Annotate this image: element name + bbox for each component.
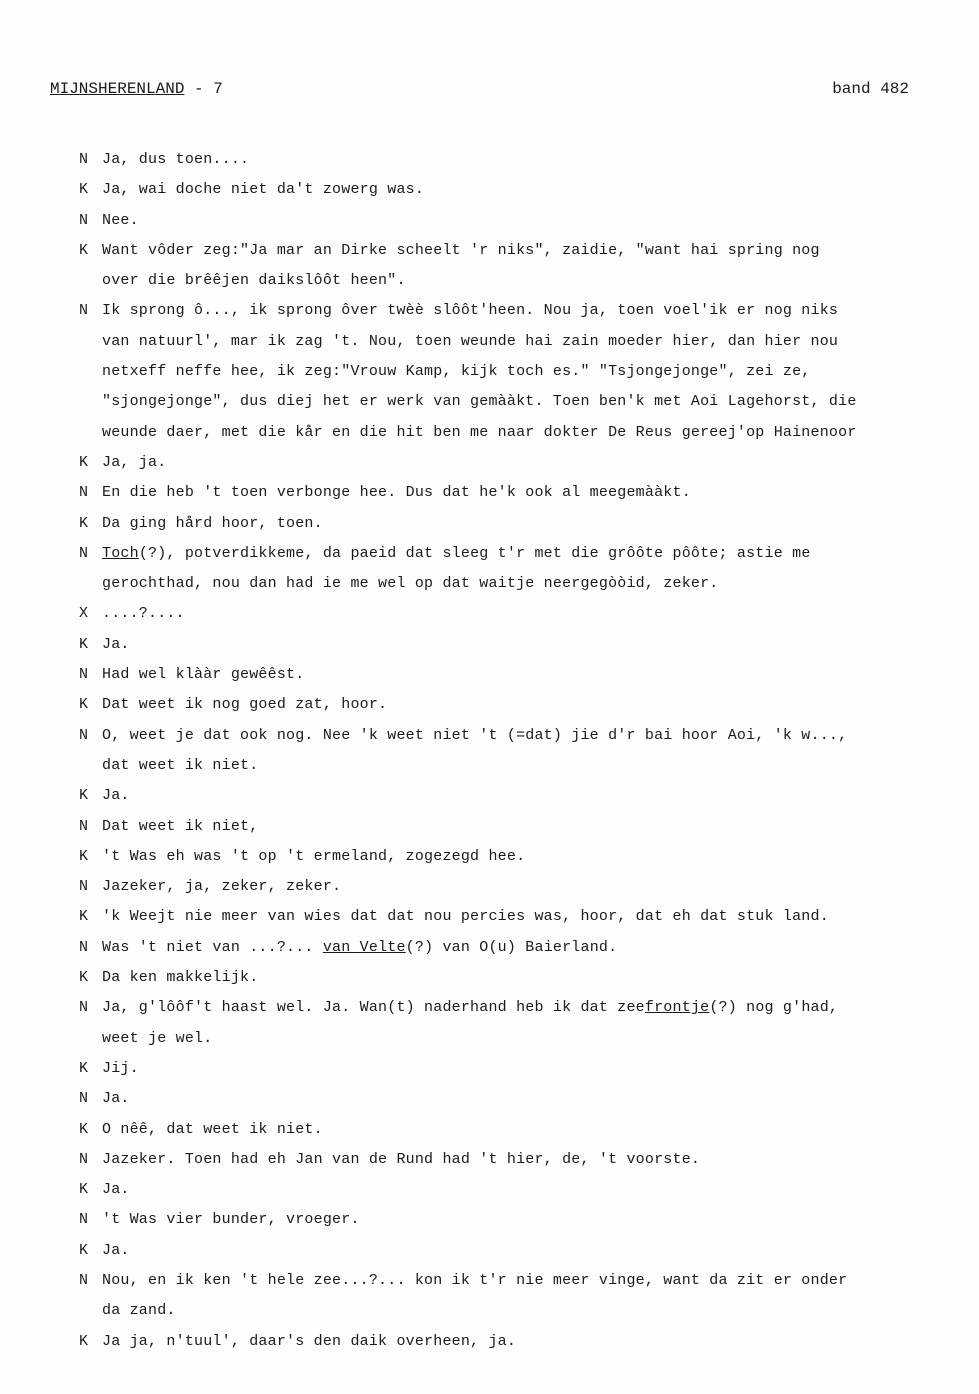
utterance-text: dat weet ik niet. bbox=[102, 756, 259, 774]
transcript-turn bbox=[0, 781, 979, 811]
utterance-text: 't Was eh was 't op 't ermeland, zogezegd hee. bbox=[102, 847, 526, 865]
utterance-line bbox=[102, 509, 972, 539]
transcript-turn bbox=[0, 478, 979, 508]
utterance-text: Had wel klààr gewêêst. bbox=[102, 666, 305, 684]
speaker-label: K bbox=[79, 1241, 89, 1259]
utterance-line bbox=[102, 812, 972, 842]
utterance-text: (?), potverdikkeme, da paeid dat sleeg t'r met die grôôte pôôte; astie me bbox=[138, 544, 811, 562]
speaker-label: N bbox=[79, 1150, 89, 1168]
utterance-text: gerochthad, nou dan had ie me wel op dat waitje neergegòòid, zeker. bbox=[102, 575, 719, 593]
utterance-line bbox=[102, 902, 972, 932]
utterance-line bbox=[102, 630, 972, 660]
speaker-label: K bbox=[79, 908, 89, 926]
utterance-line bbox=[102, 1054, 972, 1084]
speaker-label: N bbox=[79, 878, 89, 896]
utterance-text: Ja, wai doche niet da't zowerg was. bbox=[102, 181, 425, 199]
utterance-line bbox=[102, 751, 972, 781]
utterance-text: Ja. bbox=[102, 1181, 130, 1199]
speaker-label: K bbox=[79, 635, 89, 653]
speaker-label: N bbox=[79, 726, 89, 744]
speaker-label: N bbox=[79, 484, 89, 502]
transcript-turn bbox=[0, 236, 979, 297]
speaker-label: N bbox=[79, 302, 89, 320]
utterance-text: 'k Weejt nie meer van wies dat dat nou percies was, hoor, dat eh dat stuk land. bbox=[102, 908, 829, 926]
utterance-line bbox=[102, 206, 972, 236]
utterance-line bbox=[102, 963, 972, 993]
transcript-turn bbox=[0, 902, 979, 932]
speaker-label: K bbox=[79, 1059, 89, 1077]
transcript-turn bbox=[0, 630, 979, 660]
utterance-text: Want vôder zeg:"Ja mar an Dirke scheelt 'r niks", zaidie, "want hai spring nog bbox=[102, 241, 820, 259]
utterance-text: Ja ja, n'tuul', daar's den daik overheen, ja. bbox=[102, 1332, 517, 1350]
speaker-label: K bbox=[79, 514, 89, 532]
speaker-label: N bbox=[79, 211, 89, 229]
utterance-text: Ja, g'lôôf't haast wel. Ja. Wan(t) naderhand heb ik dat zee bbox=[102, 999, 645, 1017]
transcript-turn bbox=[0, 842, 979, 872]
utterance-line bbox=[102, 478, 972, 508]
utterance-text: da zand. bbox=[102, 1302, 176, 1320]
transcript-turn bbox=[0, 1327, 979, 1357]
utterance-line bbox=[102, 387, 972, 417]
utterance-text: Ja. bbox=[102, 635, 130, 653]
transcript-turn bbox=[0, 933, 979, 963]
utterance-text: weet je wel. bbox=[102, 1029, 213, 1047]
utterance-line bbox=[102, 690, 972, 720]
utterance-text: Nee. bbox=[102, 211, 139, 229]
utterance-text: van natuurl', mar ik zag 't. Nou, toen weunde hai zain moeder hier, dan hier nou bbox=[102, 332, 839, 350]
utterance-text: Ja. bbox=[102, 1241, 130, 1259]
transcript-turn bbox=[0, 721, 979, 782]
utterance-text: netxeff neffe hee, ik zeg:"Vrouw Kamp, kijk toch es." "Tsjongejonge", zei ze, bbox=[102, 363, 811, 381]
transcript-turn bbox=[0, 1236, 979, 1266]
speaker-label: K bbox=[79, 1181, 89, 1199]
utterance-line bbox=[102, 266, 972, 296]
utterance-text: weunde daer, met die kår en die hit ben me naar dokter De Reus gereej'op Hainenoor bbox=[102, 423, 857, 441]
speaker-label: N bbox=[79, 1211, 89, 1229]
utterance-line bbox=[102, 327, 972, 357]
speaker-label: K bbox=[79, 181, 89, 199]
speaker-label: X bbox=[79, 605, 89, 623]
utterance-line bbox=[102, 933, 972, 963]
utterance-text: En die heb 't toen verbonge hee. Dus dat he'k ook al meegemààkt. bbox=[102, 484, 691, 502]
utterance-line bbox=[102, 236, 972, 266]
speaker-label: K bbox=[79, 969, 89, 987]
transcript-turn bbox=[0, 1205, 979, 1235]
utterance-line bbox=[102, 872, 972, 902]
utterance-line bbox=[102, 1236, 972, 1266]
transcript-turn bbox=[0, 963, 979, 993]
transcript-turn bbox=[0, 993, 979, 1054]
speaker-label: N bbox=[79, 1090, 89, 1108]
document-title bbox=[50, 80, 223, 98]
utterance-text: Ja, ja. bbox=[102, 453, 167, 471]
transcript-turn bbox=[0, 1054, 979, 1084]
transcript-turn bbox=[0, 1084, 979, 1114]
utterance-text: ....?.... bbox=[102, 605, 185, 623]
transcript-turn bbox=[0, 296, 979, 447]
transcript bbox=[0, 145, 979, 1357]
utterance-line bbox=[102, 993, 972, 1023]
utterance-text: Dat weet ik niet, bbox=[102, 817, 259, 835]
transcript-turn bbox=[0, 599, 979, 629]
utterance-text: Ik sprong ô..., ik sprong ôver twèè slôôt'heen. Nou ja, toen voel'ik er nog niks bbox=[102, 302, 839, 320]
utterance-text: Jazeker, ja, zeker, zeker. bbox=[102, 878, 342, 896]
utterance-text: over die brêêjen daikslôôt heen". bbox=[102, 272, 406, 290]
utterance-line bbox=[102, 1296, 972, 1326]
transcript-turn bbox=[0, 812, 979, 842]
transcript-turn bbox=[0, 509, 979, 539]
utterance-line bbox=[102, 599, 972, 629]
utterance-line bbox=[102, 357, 972, 387]
speaker-label: N bbox=[79, 544, 89, 562]
utterance-text: 't Was vier bunder, vroeger. bbox=[102, 1211, 360, 1229]
page-header bbox=[50, 80, 909, 104]
transcript-turn bbox=[0, 872, 979, 902]
utterance-line bbox=[102, 145, 972, 175]
transcript-turn bbox=[0, 206, 979, 236]
document-title-place: MIJNSHERENLAND bbox=[50, 80, 185, 98]
utterance-text: Da ging hård hoor, toen. bbox=[102, 514, 323, 532]
speaker-label: N bbox=[79, 817, 89, 835]
transcript-turn bbox=[0, 1145, 979, 1175]
utterance-text: Ja, dus toen.... bbox=[102, 151, 250, 168]
transcript-turn bbox=[0, 145, 979, 175]
utterance-line bbox=[102, 1024, 972, 1054]
transcript-turn bbox=[0, 175, 979, 205]
transcript-turn bbox=[0, 660, 979, 690]
utterance-text: Da ken makkelijk. bbox=[102, 969, 259, 987]
utterance-text: Nou, en ik ken 't hele zee...?... kon ik t'r nie meer vinge, want da zit er onder bbox=[102, 1271, 848, 1289]
utterance-line bbox=[102, 660, 972, 690]
transcript-turn bbox=[0, 539, 979, 600]
utterance-line bbox=[102, 175, 972, 205]
speaker-label: K bbox=[79, 847, 89, 865]
utterance-text: Ja. bbox=[102, 1090, 130, 1108]
utterance-line bbox=[102, 842, 972, 872]
utterance-line bbox=[102, 1205, 972, 1235]
speaker-label: N bbox=[79, 666, 89, 684]
utterance-line bbox=[102, 296, 972, 326]
speaker-label: K bbox=[79, 1332, 89, 1350]
transcript-turn bbox=[0, 690, 979, 720]
utterance-text: Was 't niet van ...?... bbox=[102, 938, 323, 956]
speaker-label: K bbox=[79, 1120, 89, 1138]
utterance-line bbox=[102, 781, 972, 811]
utterance-text: Jazeker. Toen had eh Jan van de Rund had 't hier, de, 't voorste. bbox=[102, 1150, 701, 1168]
speaker-label: N bbox=[79, 151, 89, 168]
speaker-label: N bbox=[79, 1271, 89, 1289]
uncertain-word: van Velte bbox=[322, 938, 406, 956]
utterance-line bbox=[102, 418, 972, 448]
utterance-text: Dat weet ik nog goed zat, hoor. bbox=[102, 696, 388, 714]
uncertain-word: frontje bbox=[644, 999, 710, 1017]
speaker-label: N bbox=[79, 999, 89, 1017]
utterance-text: "sjongejonge", dus diej het er werk van gemààkt. Toen ben'k met Aoi Lagehorst, die bbox=[102, 393, 857, 411]
band-number: band 482 bbox=[832, 80, 909, 98]
utterance-line bbox=[102, 1084, 972, 1114]
transcript-turn bbox=[0, 1175, 979, 1205]
speaker-label: K bbox=[79, 241, 89, 259]
utterance-line bbox=[102, 1115, 972, 1145]
utterance-text: O nêê, dat weet ik niet. bbox=[102, 1120, 323, 1138]
utterance-text: (?) nog g'had, bbox=[709, 999, 839, 1017]
transcript-turn bbox=[0, 1266, 979, 1327]
speaker-label: N bbox=[79, 938, 89, 956]
utterance-line bbox=[102, 1266, 972, 1296]
uncertain-word: Toch bbox=[102, 544, 139, 562]
transcript-turn bbox=[0, 1115, 979, 1145]
utterance-line bbox=[102, 448, 972, 478]
utterance-text: O, weet je dat ook nog. Nee 'k weet niet 't (=dat) jie d'r bai hoor Aoi, 'k w..., bbox=[102, 726, 848, 744]
document-title-page: - 7 bbox=[184, 80, 223, 98]
utterance-text: Ja. bbox=[102, 787, 130, 805]
utterance-line bbox=[102, 721, 972, 751]
utterance-line bbox=[102, 1175, 972, 1205]
utterance-line bbox=[102, 539, 972, 569]
speaker-label: K bbox=[79, 453, 89, 471]
transcript-turn bbox=[0, 448, 979, 478]
utterance-line bbox=[102, 569, 972, 599]
speaker-label: K bbox=[79, 696, 89, 714]
speaker-label: K bbox=[79, 787, 89, 805]
utterance-text: (?) van O(u) Baierland. bbox=[405, 938, 618, 956]
utterance-line bbox=[102, 1327, 972, 1357]
utterance-text: Jij. bbox=[102, 1059, 139, 1077]
utterance-line bbox=[102, 1145, 972, 1175]
